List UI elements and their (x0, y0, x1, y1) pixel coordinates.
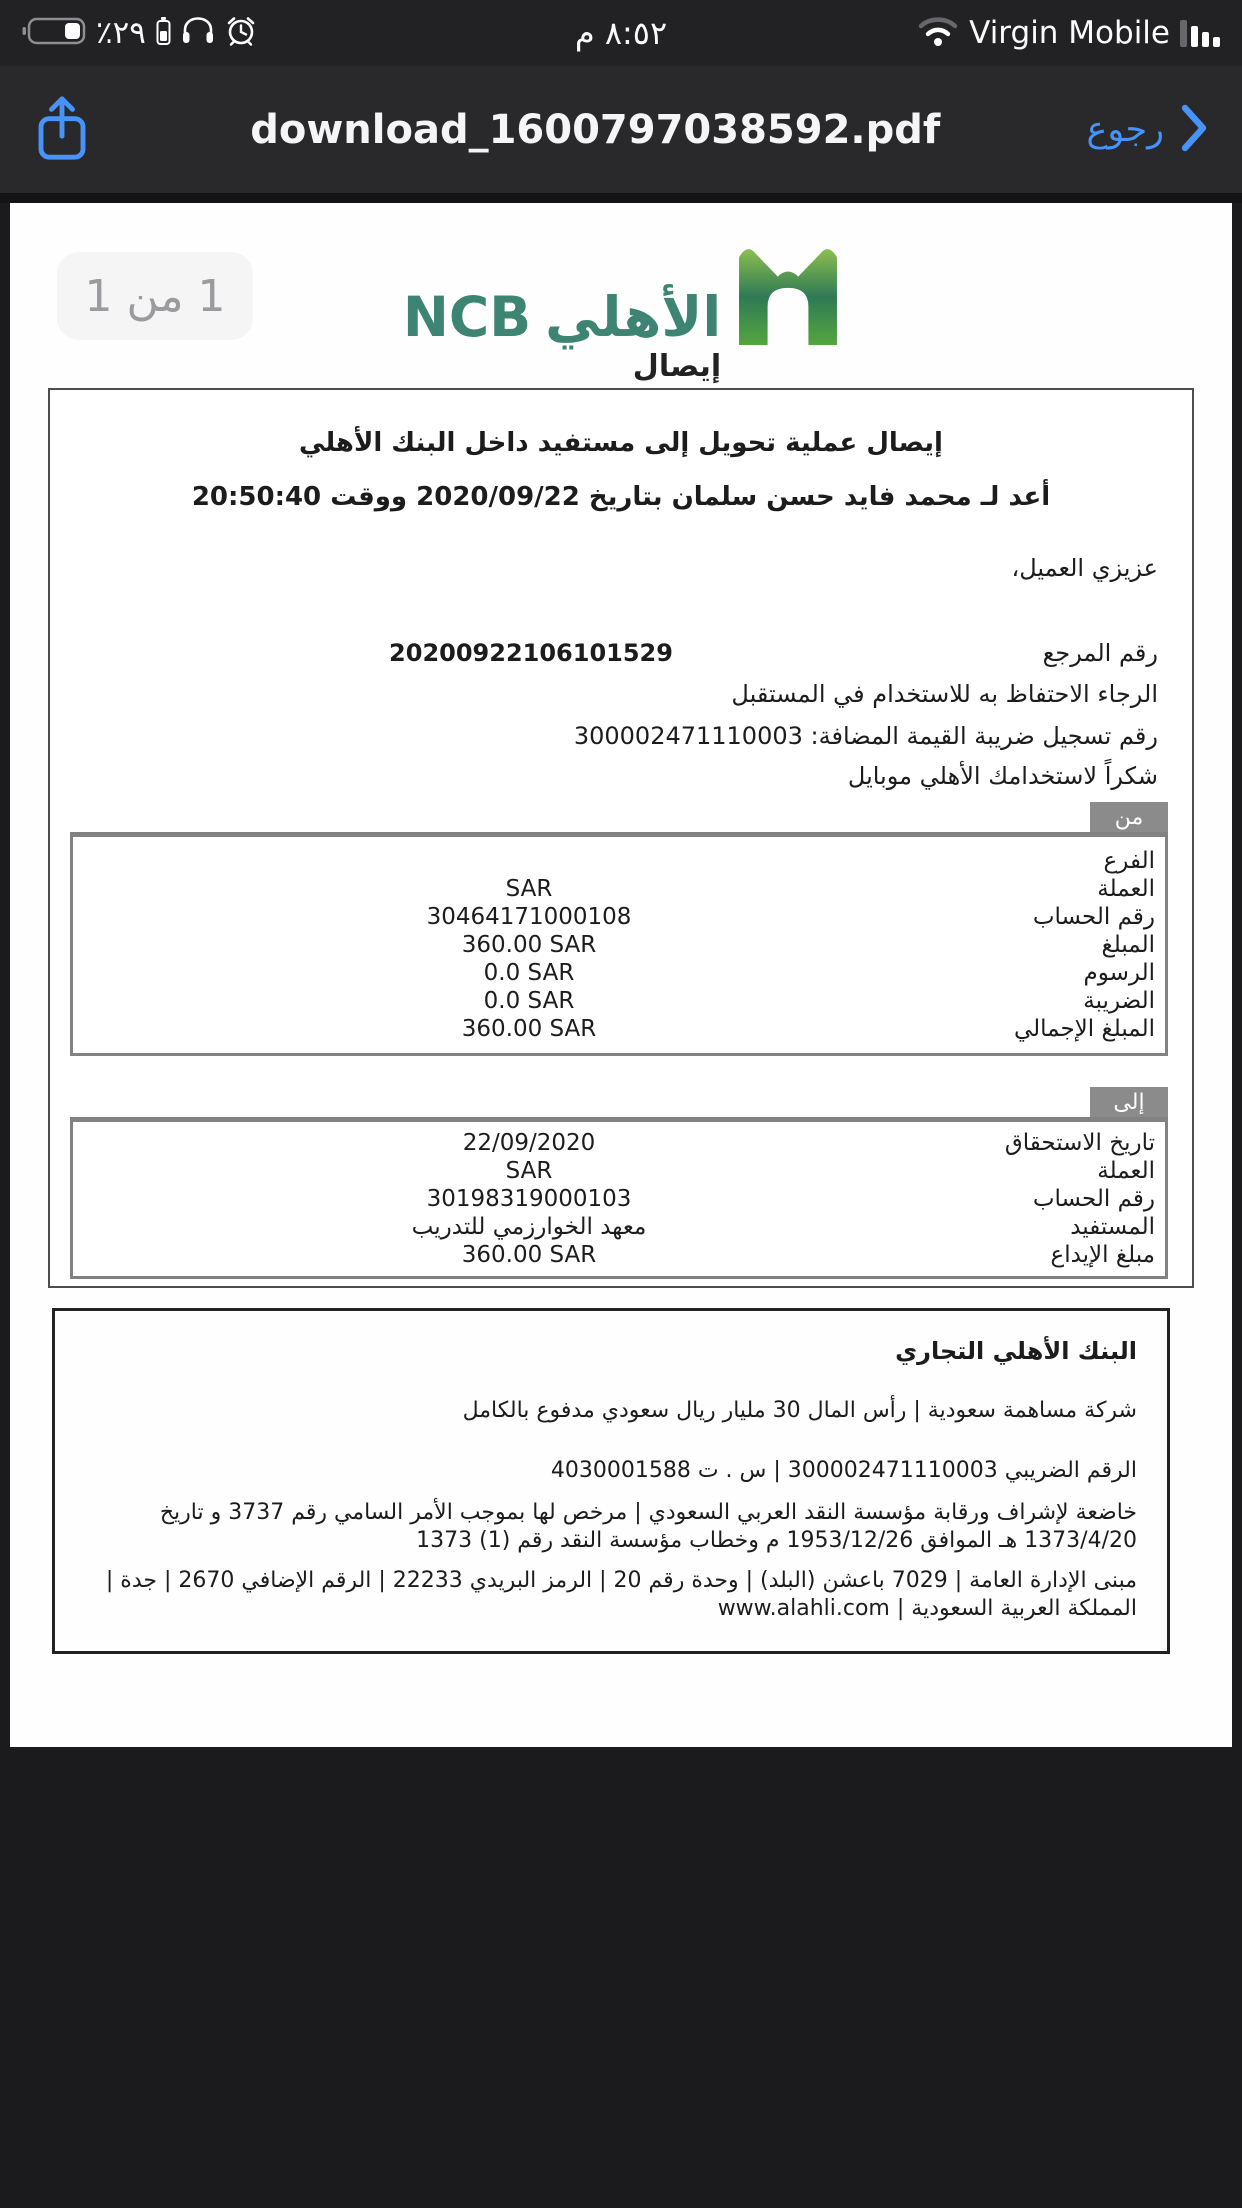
receipt-box (48, 388, 1194, 1288)
table-row (83, 931, 1155, 959)
bank-address-line: مبنى الإدارة العامة | 7029 باعشن (البلد) | وحدة رقم 20 | الرمز البريدي 22233 | الرقم الإضافي 2670 | جدة | المملكة العربية السعودية | www.alahli.com (105, 1568, 1137, 1621)
bank-name: البنك الأهلي التجاري (895, 1337, 1137, 1365)
scroll-void (0, 1747, 1242, 2208)
row-label: المبلغ الإجمالي (1013, 1016, 1155, 1042)
bank-info-box (52, 1308, 1170, 1654)
row-value: SAR (505, 1158, 553, 1184)
bank-capital-line: شركة مساهمة سعودية | رأس المال 30 مليار ريال سعودي مدفوع بالكامل (462, 1398, 1137, 1423)
share-button[interactable] (34, 93, 104, 166)
receipt-subtitle: أعد لـ محمد فايد حسن سلمان بتاريخ 2020/09/22 ووقت 20:50:40 (191, 482, 1051, 512)
back-button-label: رجوع (1086, 109, 1164, 149)
bank-license-line: خاضعة لإشراف ورقابة مؤسسة النقد العربي السعودي | مرخص لها بموجب الأمر السامي رقم 3737 و تاريخ 1373/4/20 هـ الموافق 1953/12/26 م وخطاب مؤسسة النقد رقم (1) 1373 (159, 1500, 1137, 1553)
row-value: 360.00 SAR (461, 1242, 597, 1268)
table-row (83, 987, 1155, 1015)
row-label: تاريخ الاستحقاق (1004, 1130, 1155, 1156)
keep-note: الرجاء الاحتفاظ به للاستخدام في المستقبل (731, 680, 1158, 708)
ncb-arch-icon (737, 243, 839, 349)
reference-value: 20200922106101529 (389, 639, 673, 667)
row-value: 30198319000103 (426, 1186, 632, 1212)
row-label: الضريبة (1083, 988, 1155, 1014)
document-title: download_1600797038592.pdf (250, 106, 941, 153)
row-value: 0.0 SAR (483, 960, 575, 986)
table-row (83, 959, 1155, 987)
bank-tax-cr-line: الرقم الضريبي 300002471110003 | س . ت 4030001588 (550, 1458, 1137, 1483)
status-bar (0, 0, 1242, 66)
to-section-box (70, 1117, 1168, 1279)
table-row (83, 1129, 1155, 1157)
row-label: العملة (1097, 876, 1155, 902)
reference-row (84, 636, 1158, 670)
row-value: SAR (505, 876, 553, 902)
ncb-logo-text (402, 285, 722, 349)
table-row (83, 1241, 1155, 1269)
battery-percent: ٪٢٩ (96, 15, 146, 51)
row-label: رقم الحساب (1032, 1186, 1155, 1212)
row-value: 0.0 SAR (483, 988, 575, 1014)
row-label: الفرع (1103, 848, 1155, 874)
row-label: الرسوم (1083, 960, 1155, 986)
to-section-tab: إلى (1090, 1087, 1168, 1117)
receipt-doc-type: إيصال (632, 349, 722, 384)
ncb-logo-ar: الأهلي (545, 285, 722, 349)
from-tab-wrap (70, 802, 1168, 832)
vat-registration-line: رقم تسجيل ضريبة القيمة المضافة: 300002471110003 (573, 722, 1158, 750)
table-row (83, 1213, 1155, 1241)
row-label: العملة (1097, 1158, 1155, 1184)
row-label: المستفيد (1070, 1214, 1155, 1240)
from-section-box (70, 832, 1168, 1056)
row-label: رقم الحساب (1032, 904, 1155, 930)
back-button[interactable] (1086, 104, 1208, 155)
row-value: 30464171000108 (426, 904, 632, 930)
chevron-right-icon (1180, 104, 1208, 155)
thanks-line: شكراً لاستخدامك الأهلي موبايل (847, 762, 1158, 790)
to-tab-wrap (70, 1087, 1168, 1117)
ncb-logo-en: NCB (402, 285, 532, 349)
reference-label: رقم المرجع (1042, 639, 1158, 667)
nav-bar (0, 66, 1242, 193)
row-value: معهد الخوارزمي للتدريب (411, 1214, 647, 1240)
receipt-title: إيصال عملية تحويل إلى مستفيد داخل البنك الأهلي (299, 428, 943, 458)
row-value: 360.00 SAR (461, 932, 597, 958)
ncb-logo (10, 243, 1232, 349)
from-section-tab: من (1090, 802, 1168, 832)
table-row (83, 1157, 1155, 1185)
nav-separator (0, 193, 1242, 203)
row-value: 360.00 SAR (461, 1016, 597, 1042)
row-label: مبلغ الإيداع (1050, 1242, 1155, 1268)
table-row (83, 847, 1155, 875)
table-row (83, 903, 1155, 931)
table-row (83, 875, 1155, 903)
table-row (83, 1185, 1155, 1213)
greeting-line: عزيزي العميل، (1011, 554, 1158, 582)
row-value: 22/09/2020 (462, 1130, 596, 1156)
row-label: المبلغ (1101, 932, 1155, 958)
carrier-label: Virgin Mobile (969, 15, 1170, 51)
table-row (83, 1015, 1155, 1043)
pdf-page-view[interactable] (10, 203, 1232, 1747)
share-icon (34, 93, 90, 166)
page-number-badge: 1 من 1 (57, 252, 253, 340)
clock: ٨:٥٢ م (574, 14, 668, 52)
